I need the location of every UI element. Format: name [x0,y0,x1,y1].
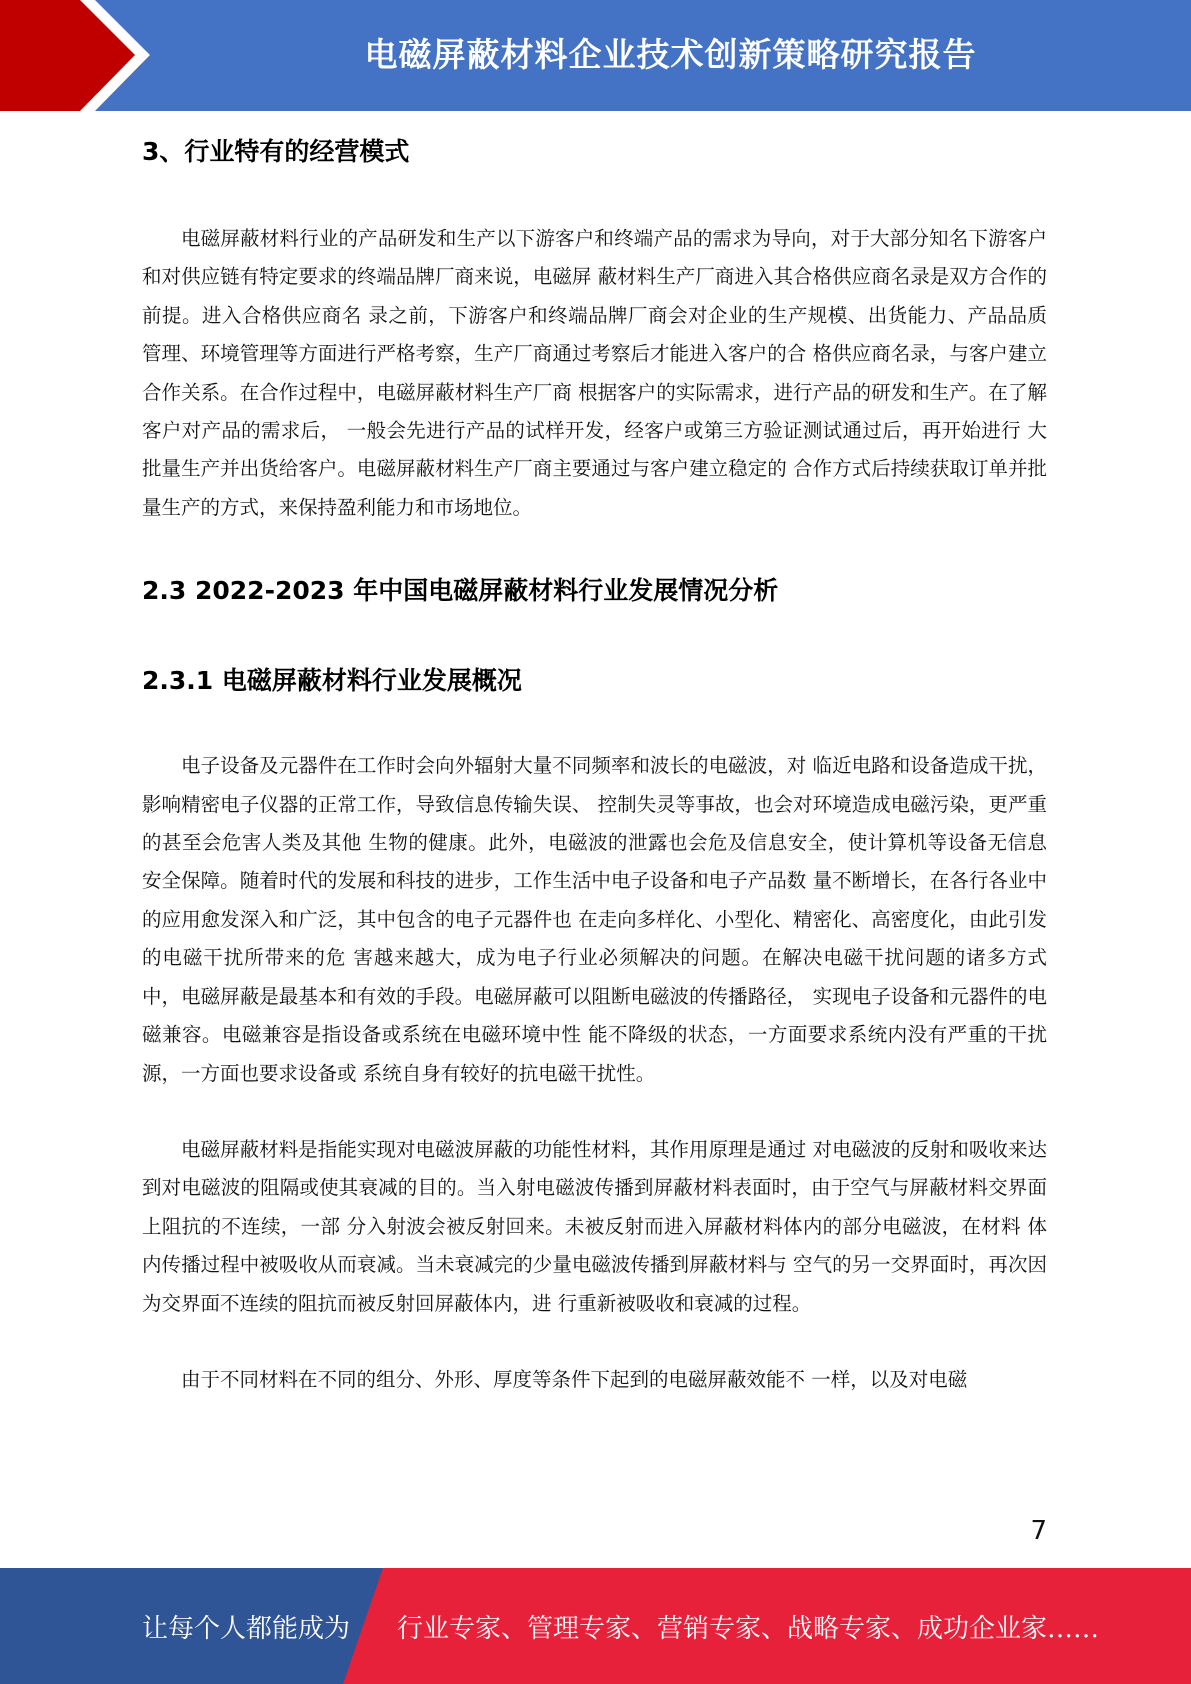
paragraph-shielding-principle: 电磁屏蔽材料是指能实现对电磁波屏蔽的功能性材料，其作用原理是通过 对电磁波的反射和吸收来达到对电磁波的阻隔或使其衰减的目的。当入射电磁波传播到屏蔽材料表面时，由于空气与屏蔽材料交界面上阻抗的不连续，一部 分入射波会被反射回来。未被反射而进入屏蔽材料体内的部分电磁波，在材料 体内传播过程中被吸收从而衰减。当未衰减完的少量电磁波传播到屏蔽材料与 空气的另一交界面时，再次因为交界面不连续的阻抗而被反射回屏蔽体内，进 行重新被吸收和衰减的过程。 [142,1137,1047,1315]
paragraph-emi-interference: 电子设备及元器件在工作时会向外辐射大量不同频率和波长的电磁波，对 临近电路和设备造成干扰，影响精密电子仪器的正常工作，导致信息传输失误、 控制失灵等事故，也会对环境造成电磁污染，更严重的甚至会危害人类及其他 生物的健康。此外，电磁波的泄露也会危及信息安全，使计算机等设备无信息 安全保障。随着时代的发展和科技的进步，工作生活中电子设备和电子产品数 量不断增长，在各行各业中的应用愈发深入和广泛，其中包含的电子元器件也 在走向多样化、小型化、精密化、高密度化，由此引发的电磁干扰所带来的危 害越来越大，成为电子行业必须解决的问题。在解决电磁干扰问题的诸多方式 中，电磁屏蔽是最基本和有效的手段。电磁屏蔽可以阻断电磁波的传播路径， 实现电子设备和元器件的电磁兼容。电磁兼容是指设备或系统在电磁环境中性 能不降级的状态，一方面要求系统内没有严重的干扰源，一方面也要求设备或 系统自身有较好的抗电磁干扰性。 [142,754,1047,1085]
footer-slogan-right: 行业专家、管理专家、营销专家、战略专家、成功企业家…… [397,1613,1100,1644]
section-heading-industry-overview: 2.3.1 电磁屏蔽材料行业发展概况 [142,666,522,696]
paragraph-material-differences: 由于不同材料在不同的组分、外形、厚度等条件下起到的电磁屏蔽效能不 一样，以及对电磁 [181,1367,968,1391]
paragraph-business-model: 电磁屏蔽材料行业的产品研发和生产以下游客户和终端产品的需求为导向，对于大部分知名下游客户和对供应链有特定要求的终端品牌厂商来说，电磁屏 蔽材料生产厂商进入其合格供应商名录是双方合作的前提。进入合格供应商名 录之前，下游客户和终端品牌厂商会对企业的生产规模、出货能力、产品品质 管理、环境管理等方面进行严格考察，生产厂商通过考察后才能进入客户的合 格供应商名录，与客户建立合作关系。在合作过程中，电磁屏蔽材料生产厂商 根据客户的实际需求，进行产品的研发和生产。在了解客户对产品的需求后， 一般会先进行产品的试样开发，经客户或第三方验证测试通过后，再开始进行 大批量生产并出货给客户。电磁屏蔽材料生产厂商主要通过与客户建立稳定的 合作方式后持续获取订单并批量生产的方式，来保持盈利能力和市场地位。 [142,227,1047,519]
section-heading-development-analysis: 2.3 2022-2023 年中国电磁屏蔽材料行业发展情况分析 [142,576,779,606]
section-heading-business-model: 3、行业特有的经营模式 [142,137,410,166]
page-footer [0,1568,1191,1684]
header-chevron-decoration [0,0,150,111]
page-header [0,0,1191,111]
footer-slogan-left: 让每个人都能成为 [142,1613,351,1644]
page-content [142,118,1047,1399]
page-number: 7 [1030,1516,1047,1546]
report-title: 电磁屏蔽材料企业技术创新策略研究报告 [364,35,977,74]
